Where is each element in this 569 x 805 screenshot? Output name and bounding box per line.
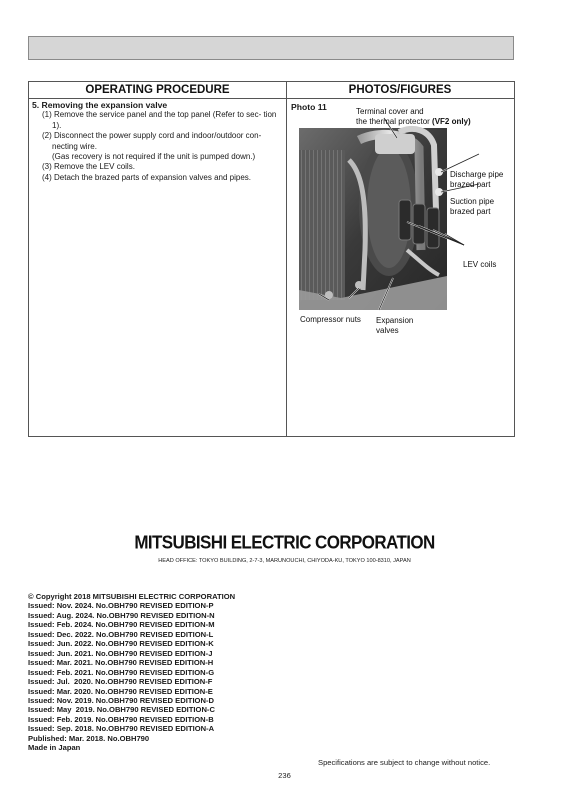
annotation-expansion-line1: Expansion <box>376 316 414 325</box>
procedure-title: 5. Removing the expansion valve <box>32 100 168 110</box>
annotation-terminal-cover-line2: the thermal protector <box>356 116 430 126</box>
procedure-text <box>32 100 282 183</box>
edition-line: Issued: Dec. 2022. No.OBH790 REVISED EDITION-L <box>28 629 214 639</box>
annotation-discharge-line1: Discharge pipe <box>450 170 504 179</box>
annotation-suction-line2: brazed part <box>450 206 491 216</box>
edition-line: Issued: Jun. 2021. No.OBH790 REVISED EDITION-J <box>28 648 213 658</box>
header-photos-figures: PHOTOS/FIGURES <box>348 84 452 96</box>
header-operating-procedure: OPERATING PROCEDURE <box>85 84 230 96</box>
procedure-table <box>28 81 515 437</box>
edition-line: Issued: Mar. 2020. No.OBH790 REVISED EDITION-E <box>28 686 213 696</box>
annotation-expansion-valves <box>376 316 413 335</box>
annotation-discharge-pipe <box>450 170 503 189</box>
annotation-terminal-cover-bold: (VF2 only) <box>432 116 471 126</box>
edition-line: Issued: Jul. 2020. No.OBH790 REVISED EDITION-F <box>28 677 213 687</box>
annotation-expansion-line2: valves <box>376 325 399 335</box>
annotation-compressor-nuts: Compressor nuts <box>300 315 361 324</box>
company-logo: MITSUBISHI ELECTRIC CORPORATION <box>134 532 435 553</box>
page-number: 236 <box>278 771 291 780</box>
table-header <box>29 82 514 99</box>
procedure-step-1: (1) Remove the service panel and the top panel (Refer to sec- tion 1). <box>42 110 277 130</box>
annotation-suction-line1: Suction pipe <box>450 197 495 206</box>
edition-line: Issued: Sep. 2018. No.OBH790 REVISED EDITION-A <box>28 724 215 734</box>
procedure-note: (Gas recovery is not required if the unit is pumped down.) <box>52 152 256 162</box>
edition-line: Issued: Feb. 2019. No.OBH790 REVISED EDITION-B <box>28 714 214 724</box>
photo-label: Photo 11 <box>291 102 327 112</box>
annotation-terminal-cover-line1: Terminal cover and <box>356 107 424 116</box>
annotation-lev-coils: LEV coils <box>463 260 497 269</box>
edition-line: Issued: Mar. 2021. No.OBH790 REVISED EDITION-H <box>28 658 214 668</box>
procedure-step-3: (3) Remove the LEV coils. <box>42 162 135 172</box>
edition-line: Issued: Nov. 2019. No.OBH790 REVISED EDITION-D <box>28 695 214 705</box>
photo-panel <box>289 100 513 430</box>
procedure-step-4: (4) Detach the brazed parts of expansion valves and pipes. <box>42 172 252 182</box>
edition-line: © Copyright 2018 MITSUBISHI ELECTRIC CORPORATION <box>28 592 236 601</box>
annotation-discharge-line2: brazed part <box>450 179 491 189</box>
edition-line: Issued: Feb. 2021. No.OBH790 REVISED EDITION-G <box>28 667 215 677</box>
edition-line: Published: Mar. 2018. No.OBH790 <box>28 733 150 743</box>
edition-history <box>28 592 235 753</box>
header-bar <box>28 36 514 60</box>
edition-line: Issued: Feb. 2024. No.OBH790 REVISED EDITION-M <box>28 620 215 630</box>
head-office-address: HEAD OFFICE: TOKYO BUILDING, 2-7-3, MARUNOUCHI, CHIYODA-KU, TOKYO 100-8310, JAPAN <box>158 558 411 564</box>
procedure-step-2: (2) Disconnect the power supply cord and indoor/outdoor con- necting wire. <box>42 131 262 151</box>
specification-note: Specifications are subject to change without notice. <box>318 758 491 767</box>
edition-line: Issued: Aug. 2024. No.OBH790 REVISED EDITION-N <box>28 610 215 620</box>
edition-line: Made in Japan <box>28 743 81 753</box>
annotation-suction-pipe <box>450 197 494 216</box>
edition-line: Issued: May 2019. No.OBH790 REVISED EDITION-C <box>28 705 215 715</box>
column-divider <box>286 82 287 436</box>
edition-line: Issued: Nov. 2024. No.OBH790 REVISED EDITION-P <box>28 601 214 611</box>
edition-line: Issued: Jun. 2022. No.OBH790 REVISED EDITION-K <box>28 639 214 649</box>
annotation-terminal-cover <box>356 107 471 126</box>
